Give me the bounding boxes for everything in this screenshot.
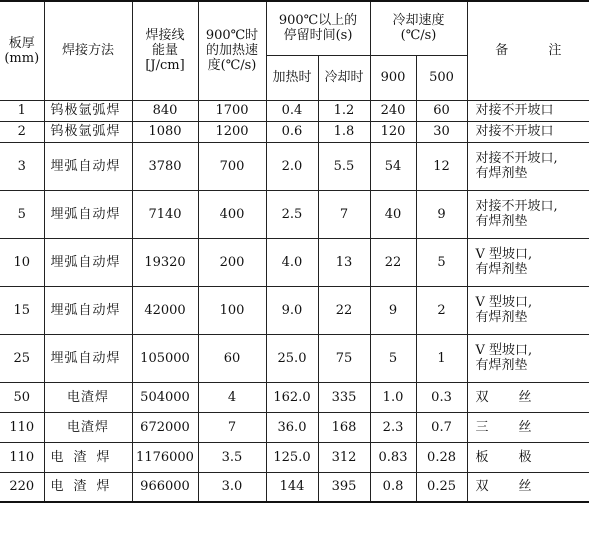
cell-cool-500: 0.28 (416, 442, 467, 472)
cell-cool-500: 0.25 (416, 472, 467, 502)
cell-cool-500: 60 (416, 100, 467, 121)
header-note: 备 注 (467, 1, 589, 100)
cell-heat-time: 144 (266, 472, 318, 502)
table-row (0, 334, 589, 382)
cell-heat-time: 0.6 (266, 121, 318, 142)
cell-cool-900: 40 (370, 190, 416, 238)
cell-thickness: 2 (0, 121, 44, 142)
cell-note: 对接不开坡口 (467, 121, 589, 142)
cell-cool-900: 9 (370, 286, 416, 334)
cell-cool-500: 5 (416, 238, 467, 286)
cell-note: 板极 (467, 442, 589, 472)
cell-heating-rate: 1700 (198, 100, 266, 121)
cell-heat-time: 0.4 (266, 100, 318, 121)
header-residence-cooling: 冷却时 (318, 55, 370, 100)
cell-energy: 1176000 (132, 442, 198, 472)
table-row (0, 190, 589, 238)
cell-heating-rate: 700 (198, 142, 266, 190)
cell-cool-500: 30 (416, 121, 467, 142)
cell-cool-time: 22 (318, 286, 370, 334)
header-cooling-900: 900 (370, 55, 416, 100)
cell-cool-time: 13 (318, 238, 370, 286)
cell-method: 埋弧自动焊 (44, 238, 132, 286)
cell-note: 双丝 (467, 472, 589, 502)
cell-thickness: 110 (0, 412, 44, 442)
cell-cool-time: 395 (318, 472, 370, 502)
cell-thickness: 10 (0, 238, 44, 286)
table-body (0, 100, 589, 502)
cell-method: 埋弧自动焊 (44, 286, 132, 334)
table-row (0, 412, 589, 442)
cell-cool-900: 0.8 (370, 472, 416, 502)
cell-heating-rate: 7 (198, 412, 266, 442)
cell-cool-time: 1.8 (318, 121, 370, 142)
header-thickness: 板厚 (mm) (0, 1, 44, 100)
cell-energy: 672000 (132, 412, 198, 442)
cell-heat-time: 9.0 (266, 286, 318, 334)
cell-cool-900: 2.3 (370, 412, 416, 442)
cell-cool-time: 335 (318, 382, 370, 412)
cell-energy: 504000 (132, 382, 198, 412)
table-row (0, 442, 589, 472)
cell-energy: 19320 (132, 238, 198, 286)
cell-note: V 型坡口, 有焊剂垫 (467, 334, 589, 382)
cell-method: 埋弧自动焊 (44, 190, 132, 238)
cell-energy: 966000 (132, 472, 198, 502)
cell-cool-time: 7 (318, 190, 370, 238)
cell-heat-time: 2.0 (266, 142, 318, 190)
cell-cool-500: 12 (416, 142, 467, 190)
header-energy: 焊接线 能量 [J/cm] (132, 1, 198, 100)
cell-cool-time: 168 (318, 412, 370, 442)
table-row (0, 382, 589, 412)
cell-cool-900: 120 (370, 121, 416, 142)
cell-note: 对接不开坡口 (467, 100, 589, 121)
header-residence-heating: 加热时 (266, 55, 318, 100)
cell-energy: 105000 (132, 334, 198, 382)
cell-cool-time: 75 (318, 334, 370, 382)
cell-cool-900: 5 (370, 334, 416, 382)
cell-thickness: 1 (0, 100, 44, 121)
table-row (0, 121, 589, 142)
cell-method: 电渣焊 (44, 442, 132, 472)
cell-heat-time: 162.0 (266, 382, 318, 412)
cell-heat-time: 25.0 (266, 334, 318, 382)
cell-cool-900: 240 (370, 100, 416, 121)
table-row (0, 100, 589, 121)
cell-method: 钨极氩弧焊 (44, 121, 132, 142)
cell-note: V 型坡口, 有焊剂垫 (467, 238, 589, 286)
cell-method: 埋弧自动焊 (44, 334, 132, 382)
cell-method: 电渣焊 (44, 412, 132, 442)
cell-note: 三丝 (467, 412, 589, 442)
cell-heat-time: 2.5 (266, 190, 318, 238)
cell-heating-rate: 3.5 (198, 442, 266, 472)
cell-heating-rate: 4 (198, 382, 266, 412)
cell-method: 埋弧自动焊 (44, 142, 132, 190)
cell-heat-time: 36.0 (266, 412, 318, 442)
cell-note: V 型坡口, 有焊剂垫 (467, 286, 589, 334)
cell-heat-time: 125.0 (266, 442, 318, 472)
cell-energy: 840 (132, 100, 198, 121)
table-row (0, 142, 589, 190)
cell-thickness: 50 (0, 382, 44, 412)
table-row (0, 286, 589, 334)
cell-method: 电渣焊 (44, 472, 132, 502)
cell-cool-time: 1.2 (318, 100, 370, 121)
cell-energy: 7140 (132, 190, 198, 238)
cell-heating-rate: 200 (198, 238, 266, 286)
header-residence-time: 900℃以上的 停留时间(s) (266, 1, 370, 55)
cell-heat-time: 4.0 (266, 238, 318, 286)
cell-note: 对接不开坡口, 有焊剂垫 (467, 190, 589, 238)
cell-cool-900: 0.83 (370, 442, 416, 472)
cell-thickness: 15 (0, 286, 44, 334)
cell-energy: 3780 (132, 142, 198, 190)
cell-thickness: 3 (0, 142, 44, 190)
cell-cool-900: 54 (370, 142, 416, 190)
cell-cool-time: 312 (318, 442, 370, 472)
cell-cool-900: 22 (370, 238, 416, 286)
cell-cool-500: 2 (416, 286, 467, 334)
cell-heating-rate: 3.0 (198, 472, 266, 502)
cell-thickness: 220 (0, 472, 44, 502)
table-row (0, 472, 589, 502)
cell-energy: 1080 (132, 121, 198, 142)
cell-thickness: 110 (0, 442, 44, 472)
header-heating-rate: 900℃时 的加热速 度(℃/s) (198, 1, 266, 100)
cell-heating-rate: 100 (198, 286, 266, 334)
cell-note: 双丝 (467, 382, 589, 412)
cell-heating-rate: 400 (198, 190, 266, 238)
header-cooling-rate: 冷却速度 (℃/s) (370, 1, 467, 55)
cell-method: 电渣焊 (44, 382, 132, 412)
cell-method: 钨极氩弧焊 (44, 100, 132, 121)
cell-heating-rate: 60 (198, 334, 266, 382)
cell-cool-500: 1 (416, 334, 467, 382)
cell-cool-time: 5.5 (318, 142, 370, 190)
header-method: 焊接方法 (44, 1, 132, 100)
header-row-1 (0, 1, 589, 55)
cell-cool-900: 1.0 (370, 382, 416, 412)
header-cooling-500: 500 (416, 55, 467, 100)
cell-heating-rate: 1200 (198, 121, 266, 142)
table-row (0, 238, 589, 286)
cell-cool-500: 0.7 (416, 412, 467, 442)
cell-cool-500: 0.3 (416, 382, 467, 412)
cell-thickness: 5 (0, 190, 44, 238)
cell-energy: 42000 (132, 286, 198, 334)
cell-cool-500: 9 (416, 190, 467, 238)
cell-thickness: 25 (0, 334, 44, 382)
cell-note: 对接不开坡口, 有焊剂垫 (467, 142, 589, 190)
